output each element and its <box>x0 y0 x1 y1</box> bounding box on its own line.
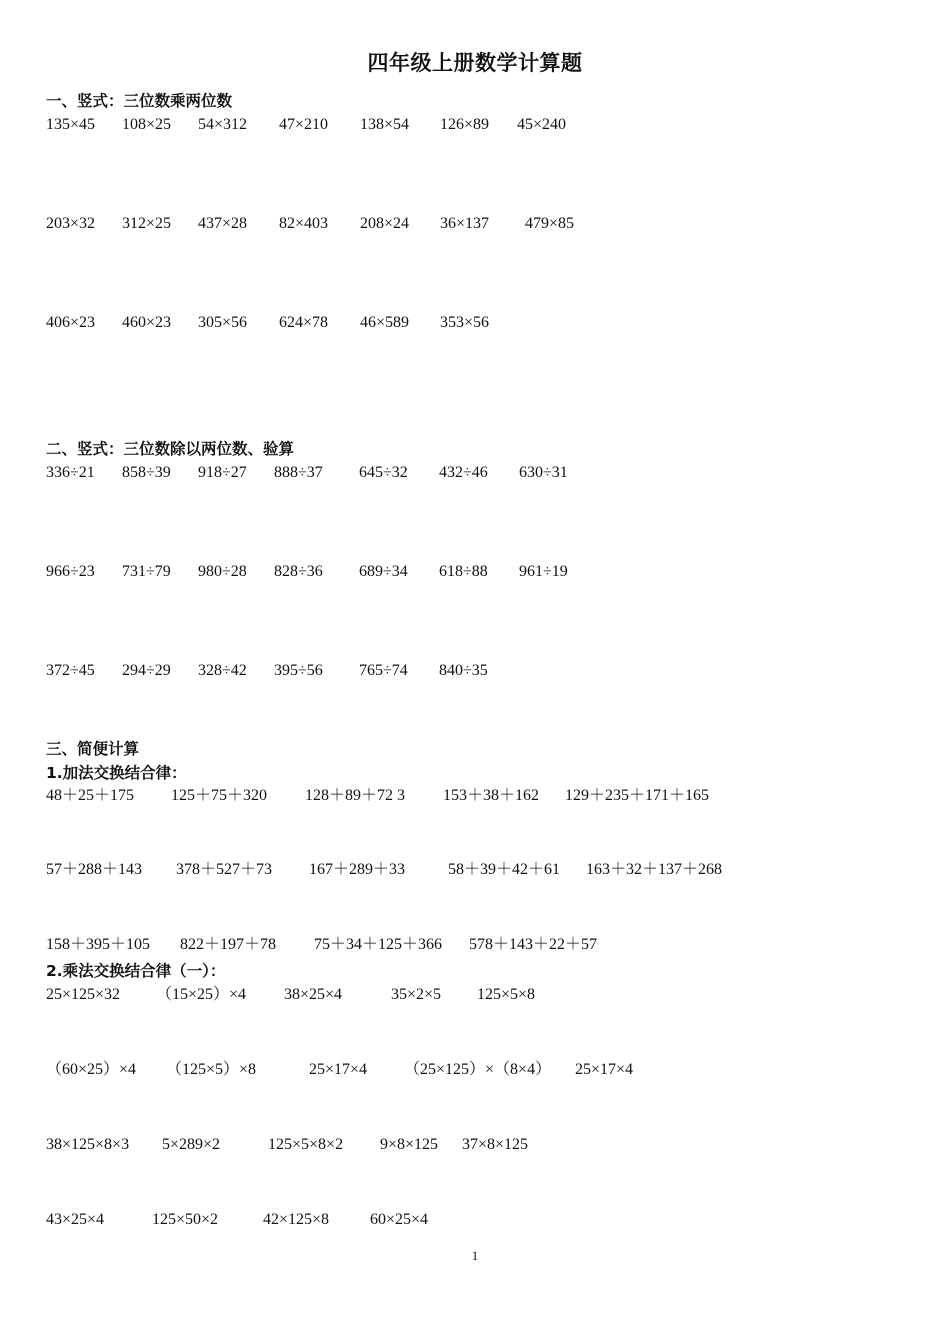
problem: 395÷56 <box>274 662 323 679</box>
section3-part1-row-2 <box>0 859 950 881</box>
problem: 38×25×4 <box>284 986 343 1003</box>
problem: 125×5×8 <box>477 986 536 1003</box>
problem: 43×25×4 <box>46 1211 105 1228</box>
problem: 57＋288＋143 <box>46 861 143 878</box>
problem: 888÷37 <box>274 464 323 481</box>
problem: 765÷74 <box>359 662 408 679</box>
section2-heading: 二、竖式：三位数除以两位数、验算 <box>46 440 295 458</box>
problem: 82×403 <box>279 215 329 232</box>
problem: 618÷88 <box>439 563 488 580</box>
problem: 138×54 <box>360 116 410 133</box>
problem: 828÷36 <box>274 563 323 580</box>
section3-part1-heading: 1.加法交换结合律： <box>46 764 187 782</box>
problem: （125×5）×8 <box>166 1061 257 1078</box>
problem: 153＋38＋162 <box>443 787 540 804</box>
problem: 47×210 <box>279 116 329 133</box>
section1-row-1 <box>0 114 950 136</box>
problem: 406×23 <box>46 314 96 331</box>
problem: 37×8×125 <box>462 1136 529 1153</box>
problem: 128＋89＋72 3 <box>305 787 406 804</box>
problem: 822＋197＋78 <box>180 936 277 953</box>
section1-row-2 <box>0 213 950 235</box>
problem: 305×56 <box>198 314 248 331</box>
problem: 135×45 <box>46 116 96 133</box>
problem: 840÷35 <box>439 662 488 679</box>
problem: 208×24 <box>360 215 410 232</box>
problem: 129＋235＋171＋165 <box>565 787 710 804</box>
section1-row-3 <box>0 312 950 334</box>
problem: 126×89 <box>440 116 490 133</box>
problem: 36×137 <box>440 215 490 232</box>
problem: 163＋32＋137＋268 <box>586 861 723 878</box>
problem: 25×125×32 <box>46 986 121 1003</box>
problem: 460×23 <box>122 314 172 331</box>
problem: 203×32 <box>46 215 96 232</box>
problem: 35×2×5 <box>391 986 442 1003</box>
problem: 125×5×8×2 <box>268 1136 344 1153</box>
problem: 125＋75＋320 <box>171 787 268 804</box>
problem: 167＋289＋33 <box>309 861 406 878</box>
problem: 378＋527＋73 <box>176 861 273 878</box>
problem: 437×28 <box>198 215 248 232</box>
problem: 38×125×8×3 <box>46 1136 130 1153</box>
problem: （25×125）×（8×4） <box>404 1061 552 1078</box>
problem: 42×125×8 <box>263 1211 330 1228</box>
problem: 479×85 <box>525 215 575 232</box>
problem: 372÷45 <box>46 662 95 679</box>
problem: 858÷39 <box>122 464 171 481</box>
section3-part2-row-2 <box>0 1059 950 1081</box>
page-title: 四年级上册数学计算题 <box>367 50 583 75</box>
problem: 125×50×2 <box>152 1211 219 1228</box>
problem: 25×17×4 <box>309 1061 368 1078</box>
page-number: 1 <box>471 1248 479 1263</box>
section3-part1-row-1 <box>0 785 950 807</box>
problem: 645÷32 <box>359 464 408 481</box>
problem: 624×78 <box>279 314 329 331</box>
problem: 918÷27 <box>198 464 247 481</box>
problem: 312×25 <box>122 215 172 232</box>
problem: 5×289×2 <box>162 1136 221 1153</box>
section2-row-3 <box>0 660 950 682</box>
problem: 980÷28 <box>198 563 247 580</box>
section3-part2-row-3 <box>0 1134 950 1156</box>
problem: 108×25 <box>122 116 172 133</box>
section3-part2-heading: 2.乘法交换结合律（一）： <box>46 962 226 980</box>
problem: 158＋395＋105 <box>46 936 151 953</box>
section3-part2-row-4 <box>0 1209 950 1231</box>
problem: 75＋34＋125＋366 <box>314 936 443 953</box>
problem: 328÷42 <box>198 662 247 679</box>
problem: 54×312 <box>198 116 248 133</box>
section3-part2-row-1 <box>0 984 950 1006</box>
problem: 58＋39＋42＋61 <box>448 861 561 878</box>
section1-heading: 一、竖式：三位数乘两位数 <box>46 92 233 110</box>
problem: 60×25×4 <box>370 1211 429 1228</box>
problem: 336÷21 <box>46 464 95 481</box>
section2-row-1 <box>0 462 950 484</box>
problem: 46×589 <box>360 314 410 331</box>
problem: 353×56 <box>440 314 490 331</box>
problem: 689÷34 <box>359 563 408 580</box>
problem: 25×17×4 <box>575 1061 634 1078</box>
problem: 578＋143＋22＋57 <box>469 936 598 953</box>
section2-row-2 <box>0 561 950 583</box>
problem: 731÷79 <box>122 563 171 580</box>
problem: 432÷46 <box>439 464 488 481</box>
section3-heading: 三、简便计算 <box>46 740 140 758</box>
problem: 966÷23 <box>46 563 95 580</box>
problem: 294÷29 <box>122 662 171 679</box>
section3-part1-row-3 <box>0 934 950 956</box>
problem: （15×25）×4 <box>156 986 247 1003</box>
problem: 630÷31 <box>519 464 568 481</box>
problem: 48＋25＋175 <box>46 787 135 804</box>
problem: 961÷19 <box>519 563 568 580</box>
problem: 45×240 <box>517 116 567 133</box>
problem: 9×8×125 <box>380 1136 439 1153</box>
problem: （60×25）×4 <box>46 1061 137 1078</box>
